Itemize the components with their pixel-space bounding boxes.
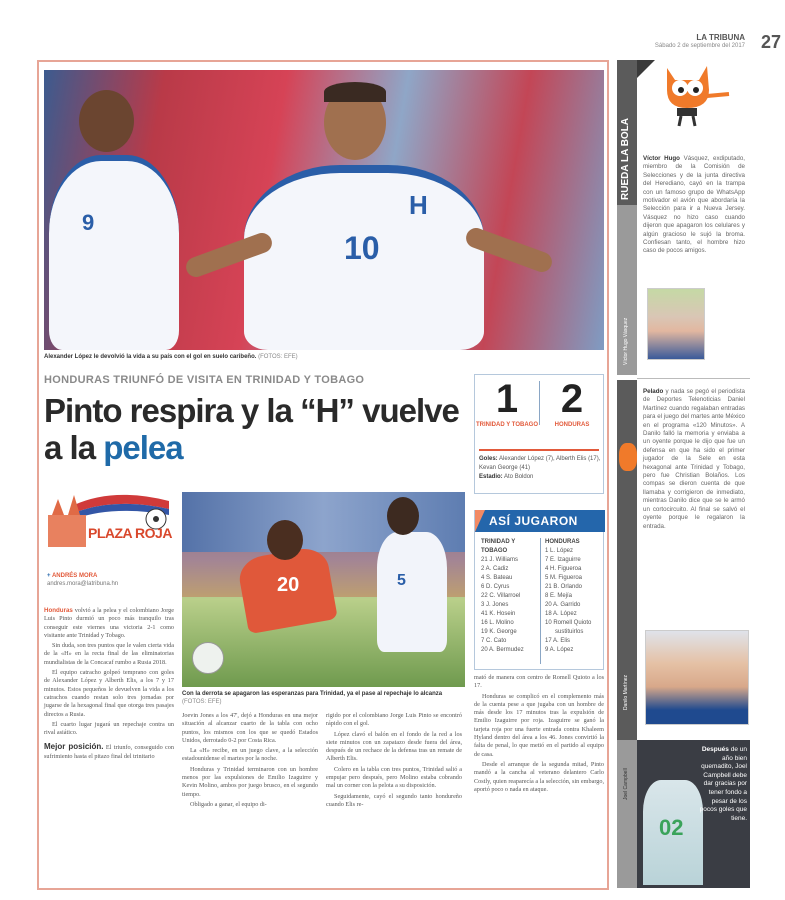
away-score: 2 <box>560 377 584 421</box>
publication-name: LA TRIBUNA <box>696 33 745 42</box>
item2-text: Pelado y nada se pegó el periodista de Deportes Telenoticias Daniel Martínez cuando regalaban entradas para el juego del martes ante México en el programa «120 Minutos». A Danilo falló la memoria y enviaba a un oyente porque le dijo que fue un defensa en que ha sido el primer jugador de la Sele en esta hexagonal ante Trinidad y Tobago, pero fue Christian Bolaños. Los compas se dieron cuenta de que llamaba y corrigieron de inmediato, mientras Danilo dice que se le armó un cortocircuito. Al final se salvó el oyente porque le regalaron la entrada. <box>643 388 745 530</box>
section-title: RUEDA LA BOLA <box>620 117 631 200</box>
article-headline: Pinto respira y la “H” vuelve a la pelea <box>44 392 459 466</box>
body-column-3: rigido por el colombiano Jorge Luis Pinto se encontró rápido con el gol. López clavó el balón en el fondo de la red a los siete minutos con un zapatazo desde fuera del área, después de un rechace de la defensa tras un remate de Alberth Elis. Colero en la tabla con tres puntos, Trinidad salió a empujar pero después, pero Molino estaba cobrando mal un corner con la pelota a su disposición. Seguidamente, cayó el segundo tanto hondureño cuando Elis re- <box>326 712 462 808</box>
lineup-box <box>474 510 604 670</box>
body-column-4: mató de manera con centro de Romell Quioto a los 17. Honduras se complicó en el complemento más de la cuenta pese a que jugaba con un hombre de más desde los 17 minutos tras la expulsión de Emilio Izaguirre por roja. Izaguirre se ganó la tarjeta roja por una fuerte entrada contra Khaleem Hyland dentro del área a los 46. Jones convirtió la falta de penal, lo que metió en el partido al equipo de casa. Desde el arranque de la segunda mitad, Pinto mandó a la cancha al veterano delantero Carlo Costly, quien reaparecía a la selección, sin embargo, aportó poco o nada en ataque. <box>474 674 604 793</box>
kremlin-flag-icon <box>44 487 174 557</box>
body-column-1: Honduras volvió a la pelea y el colombiano Jorge Luis Pinto durmió un poco más tranquilo tras conseguir este viernes una victoria 2-1 como visitante ante Trinidad y Tobago. Sin duda, son tres puntos que le valen cierta vida de la «H» en la recta final de las eliminatorias mundialistas de la Concacaf rumbo a Rusia 2018. El equipo catracho golpeó temprano con goles de Alexander López y Alberth Elis, a los 7 y 17 minutos. Estos pequeños le devuelven la vida a los catrachos cuando restan solo tres jornadas por jugarse de la hexagonal final que otorga tres pasajes directos a Rusia. El cuarto lugar jugará un repechaje contra un rival asiático. Mejor posición. El triunfo, conseguido con sufrimiento hasta el pitazo final del trinitario <box>44 607 174 760</box>
item3-text: Después de un año bien quemadito, Joel Campbell debe dar gracias por tener fondo a pesar de los pocos goles que tiene. <box>699 746 747 822</box>
score-rule <box>479 449 599 451</box>
player-figure-left <box>44 70 194 350</box>
jersey-number-trinidad: 20 <box>277 574 300 596</box>
hero-caption: Alexander López le devolvió la vida a su país con el gol en suelo caribeño. (FOTOS: EFE) <box>44 354 298 360</box>
item3-box: 02 Después de un año bien quemadito, Joel Campbell debe dar gracias por tener fondo a pesar de los pocos goles que tiene. <box>637 740 750 888</box>
author-email: andres.mora@latribuna.hn <box>47 581 119 587</box>
stadium-value: Ato Boldon <box>504 474 534 480</box>
hero-photo <box>44 70 604 350</box>
match-info: Goles: Alexander López (7), Alberth Elis (17), Kevan George (41) Estadio: Ato Boldon <box>479 456 601 480</box>
action-caption: Con la derrota se apagaron las esperanzas para Trinidad, ya el pase al repechaje lo alcanza (FOTOS: EFE) <box>182 691 443 705</box>
author-byline <box>47 572 118 588</box>
jersey-number-left: 9 <box>82 210 95 235</box>
home-team: TRINIDAD Y TOBAGO <box>475 422 538 428</box>
soccer-ball-icon <box>192 642 224 674</box>
mascot-small-icon <box>619 443 637 471</box>
main-article <box>37 60 609 890</box>
player-figure-center <box>184 70 544 350</box>
body-column-2: Joevin Jones a los 47', dejó a Honduras en una mejor situación al alcanzar cuarto de la tabla con ocho puntos, los mismos con los que se quedó Estados Unidos, derrotado 0-2 por Costa Rica. La «H» recibe, en un juego clave, a la selección estadounidense el martes por la noche. Honduras y Trinidad terminaron con un hombre menos por las expulsiones de Emilio Izaguirre y Kevin Molino, ambos por juego brusco, en el segundo tiempo. Obligado a ganar, el equipo di- <box>182 712 318 808</box>
away-lineup: HONDURAS 1 L. López 7 E. Izaguirre 4 H. Figueroa 5 M. Figueroa 21 B. Orlando 8 E. Mejía 20 A. Garrido 18 A. López 10 Romell Quioto sustituirlos 17 A. Elis 9 A. López <box>545 539 592 653</box>
column-title: PLAZA ROJA <box>88 525 172 541</box>
lineup-title: ASÍ JUGARON <box>475 510 605 532</box>
item3-tab: Joel Campbell <box>617 740 637 888</box>
goals-value: Alexander López (7), Alberth Elis (17), Kevan George (41) <box>479 456 601 471</box>
item1-text: Víctor Hugo Vásquez, exdiputado, miembro de la Comisión de Selecciones y de la junta directiva del Herediano, cayó en la trampa con un famoso grupo de WhatsApp motivador el avión que abordaría la Selección para ir a Nueva Jersey. Vásquez no hizo caso cuando dijeron que apagaron los celulares y algún gracioso le sujó la broma. Confiesan tanto, el hombre hizo caso de pocos amigos. <box>643 155 746 255</box>
item2-tab: Danilo Martínez <box>617 380 637 750</box>
publication-date: Sábado 2 de septiembre del 2017 <box>654 43 745 49</box>
portrait-danilo-martinez <box>645 630 749 725</box>
crest-letter: H <box>409 190 428 220</box>
scoreboard <box>474 374 604 494</box>
plus-icon: + <box>47 573 52 579</box>
mascot-icon <box>647 60 737 130</box>
page-header <box>600 32 785 54</box>
subhead: Mejor posición. <box>44 742 104 752</box>
home-score-cell <box>475 375 539 445</box>
page-number: 27 <box>760 32 781 52</box>
portrait-victor-hugo <box>647 288 705 360</box>
lineup-divider <box>540 538 541 664</box>
home-lineup: TRINIDAD Y TOBAGO 21 J. Williams 2 A. Cadiz 4 S. Bateau 6 D. Cyrus 22 C. Villarroel 3 J. Jones 41 K. Hosein 16 L. Molino 19 K. George 7 C. Cato 20 A. Bermudez <box>481 539 524 653</box>
honduras-player <box>377 532 447 652</box>
home-score: 1 <box>495 377 519 421</box>
action-photo <box>182 492 465 687</box>
sidebar-rueda-la-bola <box>617 60 750 890</box>
headline-accent: pelea <box>103 429 183 466</box>
jersey-number-honduras: 5 <box>397 572 406 589</box>
section-tab <box>617 60 637 205</box>
plaza-roja-logo <box>44 487 174 557</box>
item1-tab: Víctor Hugo Vásquez <box>617 205 637 375</box>
jersey-number-center: 10 <box>344 230 380 266</box>
article-kicker: HONDURAS TRIUNFÓ DE VISITA EN TRINIDAD Y TOBAGO <box>44 374 365 386</box>
away-team: HONDURAS <box>554 422 590 428</box>
author-name: ANDRÉS MORA <box>51 573 98 579</box>
away-score-cell <box>540 375 604 445</box>
